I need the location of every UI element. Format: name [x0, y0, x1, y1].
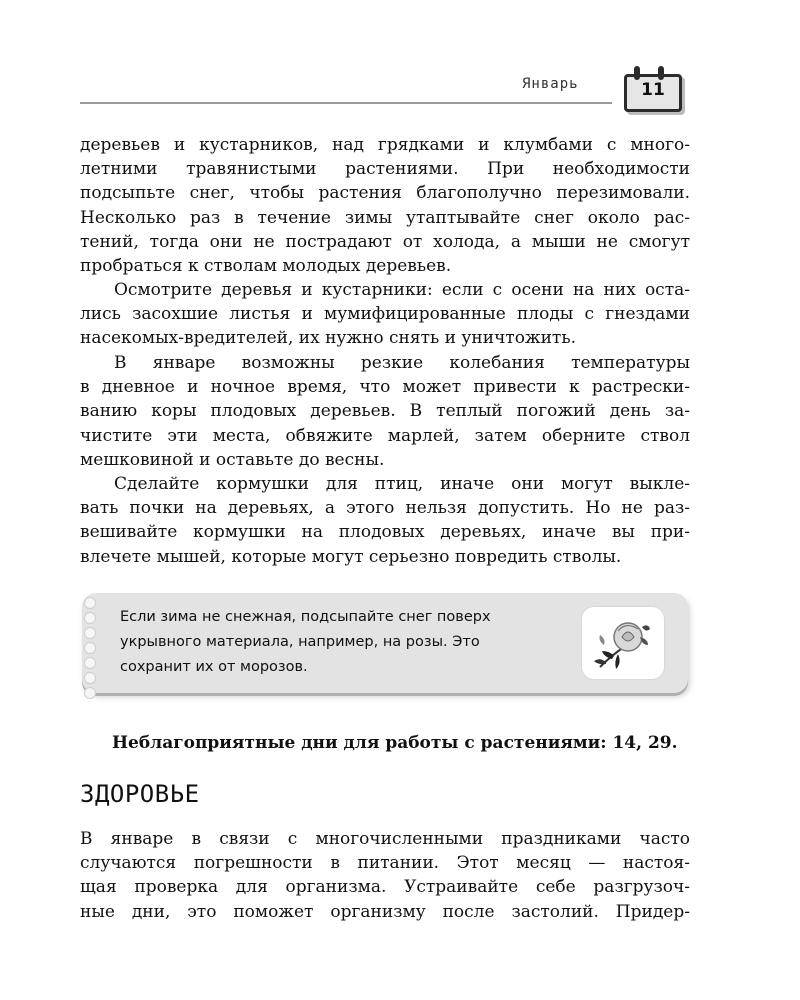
paragraph-1 [80, 133, 690, 278]
header-month: Январь [522, 76, 579, 92]
text-line: ванию коры плодовых деревьев. В теплый погожий день за- [80, 401, 690, 422]
text-line: в дневное и ночное время, что может привести к растрески- [80, 377, 690, 398]
text-line: подсыпьте снег, чтобы растения благополучно перезимовали. [80, 183, 690, 204]
page-number: 11 [641, 80, 665, 100]
header-rule [80, 102, 612, 104]
tip-line: сохранит их от морозов. [120, 659, 308, 675]
text-line: мешковиной и оставьте до весны. [80, 449, 385, 470]
text-line: насекомых-вредителей, их нужно снять и уничтожить. [80, 328, 576, 349]
text-line: вать почки на деревьях, а этого нельзя допустить. Но не раз- [80, 498, 690, 519]
text-line: Сделайте кормушки для птиц, иначе они могут выкле- [114, 474, 690, 494]
text-line: вешивайте кормушки на плодовых деревьях, иначе вы при- [80, 522, 690, 543]
text-line: Несколько раз в течение зимы утаптывайте снег около рас- [80, 207, 690, 228]
tip-line: Если зима не снежная, подсыпайте снег поверх [120, 609, 491, 625]
notebook-holes [84, 597, 96, 702]
tip-text [120, 605, 590, 680]
text-line: деревьев и кустарников, над грядками и клумбами с много- [80, 135, 690, 155]
section-title: ЗДОРОВЬЕ [80, 780, 200, 808]
text-line: В январе возможны резкие колебания температуры [114, 353, 690, 373]
calendar-icon [620, 66, 684, 110]
text-line: влечете мышей, которые могут серьезно повредить стволы. [80, 546, 622, 567]
text-line: пробраться к стволам молодых деревьев. [80, 256, 452, 277]
paragraph-2 [80, 278, 690, 351]
health-paragraph [80, 827, 690, 924]
text-line: лись засохшие листья и мумифицированные плоды с гнездами [80, 304, 690, 325]
text-line: случаются погрешности в питании. Этот месяц — настоя- [80, 853, 690, 874]
text-line: чистите эти места, обвяжите марлей, затем оберните ствол [80, 425, 690, 446]
paragraph-3 [80, 351, 690, 472]
tip-box [82, 593, 688, 693]
text-line: щая проверка для организма. Устраивайте себе разгрузоч- [80, 877, 690, 898]
rose-icon [582, 607, 664, 679]
paragraph-4 [80, 472, 690, 569]
unfavorable-days: Неблагоприятные дни для работы с растениями: 14, 29. [112, 733, 678, 753]
text-line: тений, тогда они не пострадают от холода, а мыши не смогут [80, 231, 690, 252]
text-line: летними травянистыми растениями. При необходимости [80, 159, 690, 180]
text-line: Осмотрите деревья и кустарники: если с осени на них оста- [114, 280, 690, 300]
tip-line: укрывного материала, например, на розы. Это [120, 634, 480, 650]
text-line: ные дни, это поможет организму после застолий. Придер- [80, 901, 690, 922]
text-line: В январе в связи с многочисленными праздниками часто [80, 829, 690, 849]
